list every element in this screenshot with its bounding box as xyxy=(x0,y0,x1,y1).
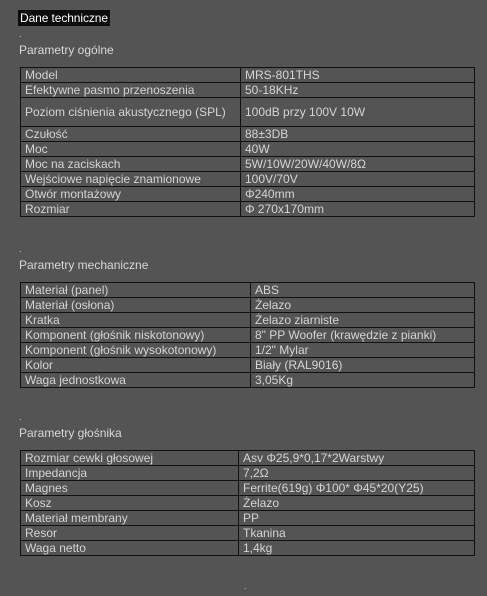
param-value: Żelazo xyxy=(239,496,475,511)
table-row xyxy=(21,68,475,83)
param-value: Φ 270x170mm xyxy=(241,202,475,217)
param-value: Biały (RAL9016) xyxy=(251,358,475,373)
table-row xyxy=(21,142,475,157)
table-row xyxy=(21,466,475,481)
spec-table-general xyxy=(20,67,475,217)
param-value: MRS-801THS xyxy=(241,68,475,83)
param-label: Materiał (osłona) xyxy=(21,298,251,313)
param-label: Otwór montażowy xyxy=(21,187,241,202)
param-value: 7,2Ω xyxy=(239,466,475,481)
param-label: Komponent (głośnik niskotonowy) xyxy=(21,328,251,343)
table-row xyxy=(21,157,475,172)
table-row xyxy=(21,298,475,313)
param-value: 50-18KHz xyxy=(241,83,475,98)
param-label: Magnes xyxy=(21,481,239,496)
param-label: Rozmiar xyxy=(21,202,241,217)
page-title: Dane techniczne xyxy=(20,11,108,25)
param-value: 1,4kg xyxy=(239,541,475,556)
param-label: Moc xyxy=(21,142,241,157)
table-row xyxy=(21,202,475,217)
section-title-speaker: Parametry głośnika xyxy=(19,426,122,440)
param-label: Resor xyxy=(21,526,239,541)
param-label: Rozmiar cewki głosowej xyxy=(21,451,239,466)
param-value: 3,05Kg xyxy=(251,373,475,388)
param-label: Kosz xyxy=(21,496,239,511)
spec-table-mechanical xyxy=(20,282,475,388)
section-dot: . xyxy=(19,244,22,254)
param-label: Poziom ciśnienia akustycznego (SPL) xyxy=(21,98,241,127)
table-row xyxy=(21,283,475,298)
table-row xyxy=(21,358,475,373)
table-row xyxy=(21,328,475,343)
param-value: Żelazo xyxy=(251,298,475,313)
table-row xyxy=(21,98,475,127)
table-row xyxy=(21,343,475,358)
param-label: Czułość xyxy=(21,127,241,142)
param-label: Kratka xyxy=(21,313,251,328)
table-row xyxy=(21,496,475,511)
param-label: Waga jednostkowa xyxy=(21,373,251,388)
table-row xyxy=(21,451,475,466)
param-value: 1/2" Mylar xyxy=(251,343,475,358)
param-value: 100V/70V xyxy=(241,172,475,187)
table-row xyxy=(21,481,475,496)
param-value: 100dB przy 100V 10W xyxy=(241,98,475,127)
param-value: 5W/10W/20W/40W/8Ω xyxy=(241,157,475,172)
table-row xyxy=(21,511,475,526)
table-row xyxy=(21,313,475,328)
param-value: 8" PP Woofer (krawędzie z pianki) xyxy=(251,328,475,343)
param-label: Kolor xyxy=(21,358,251,373)
table-row xyxy=(21,373,475,388)
param-label: Wejściowe napięcie znamionowe xyxy=(21,172,241,187)
table-row xyxy=(21,172,475,187)
param-value: Tkanina xyxy=(239,526,475,541)
param-label: Efektywne pasmo przenoszenia xyxy=(21,83,241,98)
section-title-mechanical: Parametry mechaniczne xyxy=(19,258,149,272)
section-title-general: Parametry ogólne xyxy=(19,43,114,57)
param-value: ABS xyxy=(251,283,475,298)
param-value: Ferrite(619g) Φ100* Φ45*20(Y25) xyxy=(239,481,475,496)
table-row xyxy=(21,541,475,556)
table-row xyxy=(21,83,475,98)
param-label: Materiał (panel) xyxy=(21,283,251,298)
table-row xyxy=(21,187,475,202)
section-dot: . xyxy=(19,29,22,39)
spec-table-speaker xyxy=(20,450,475,556)
param-label: Materiał membrany xyxy=(21,511,239,526)
param-label: Waga netto xyxy=(21,541,239,556)
param-label: Komponent (głośnik wysokotonowy) xyxy=(21,343,251,358)
table-row xyxy=(21,127,475,142)
section-dot: . xyxy=(19,412,22,422)
param-value: Φ240mm xyxy=(241,187,475,202)
footer-dot: . xyxy=(244,581,247,591)
param-value: 40W xyxy=(241,142,475,157)
param-value: 88±3DB xyxy=(241,127,475,142)
param-value: Żelazo ziarniste xyxy=(251,313,475,328)
param-label: Model xyxy=(21,68,241,83)
param-value: Asv Φ25,9*0,17*2Warstwy xyxy=(239,451,475,466)
param-label: Impedancja xyxy=(21,466,239,481)
param-label: Moc na zaciskach xyxy=(21,157,241,172)
table-row xyxy=(21,526,475,541)
param-value: PP xyxy=(239,511,475,526)
